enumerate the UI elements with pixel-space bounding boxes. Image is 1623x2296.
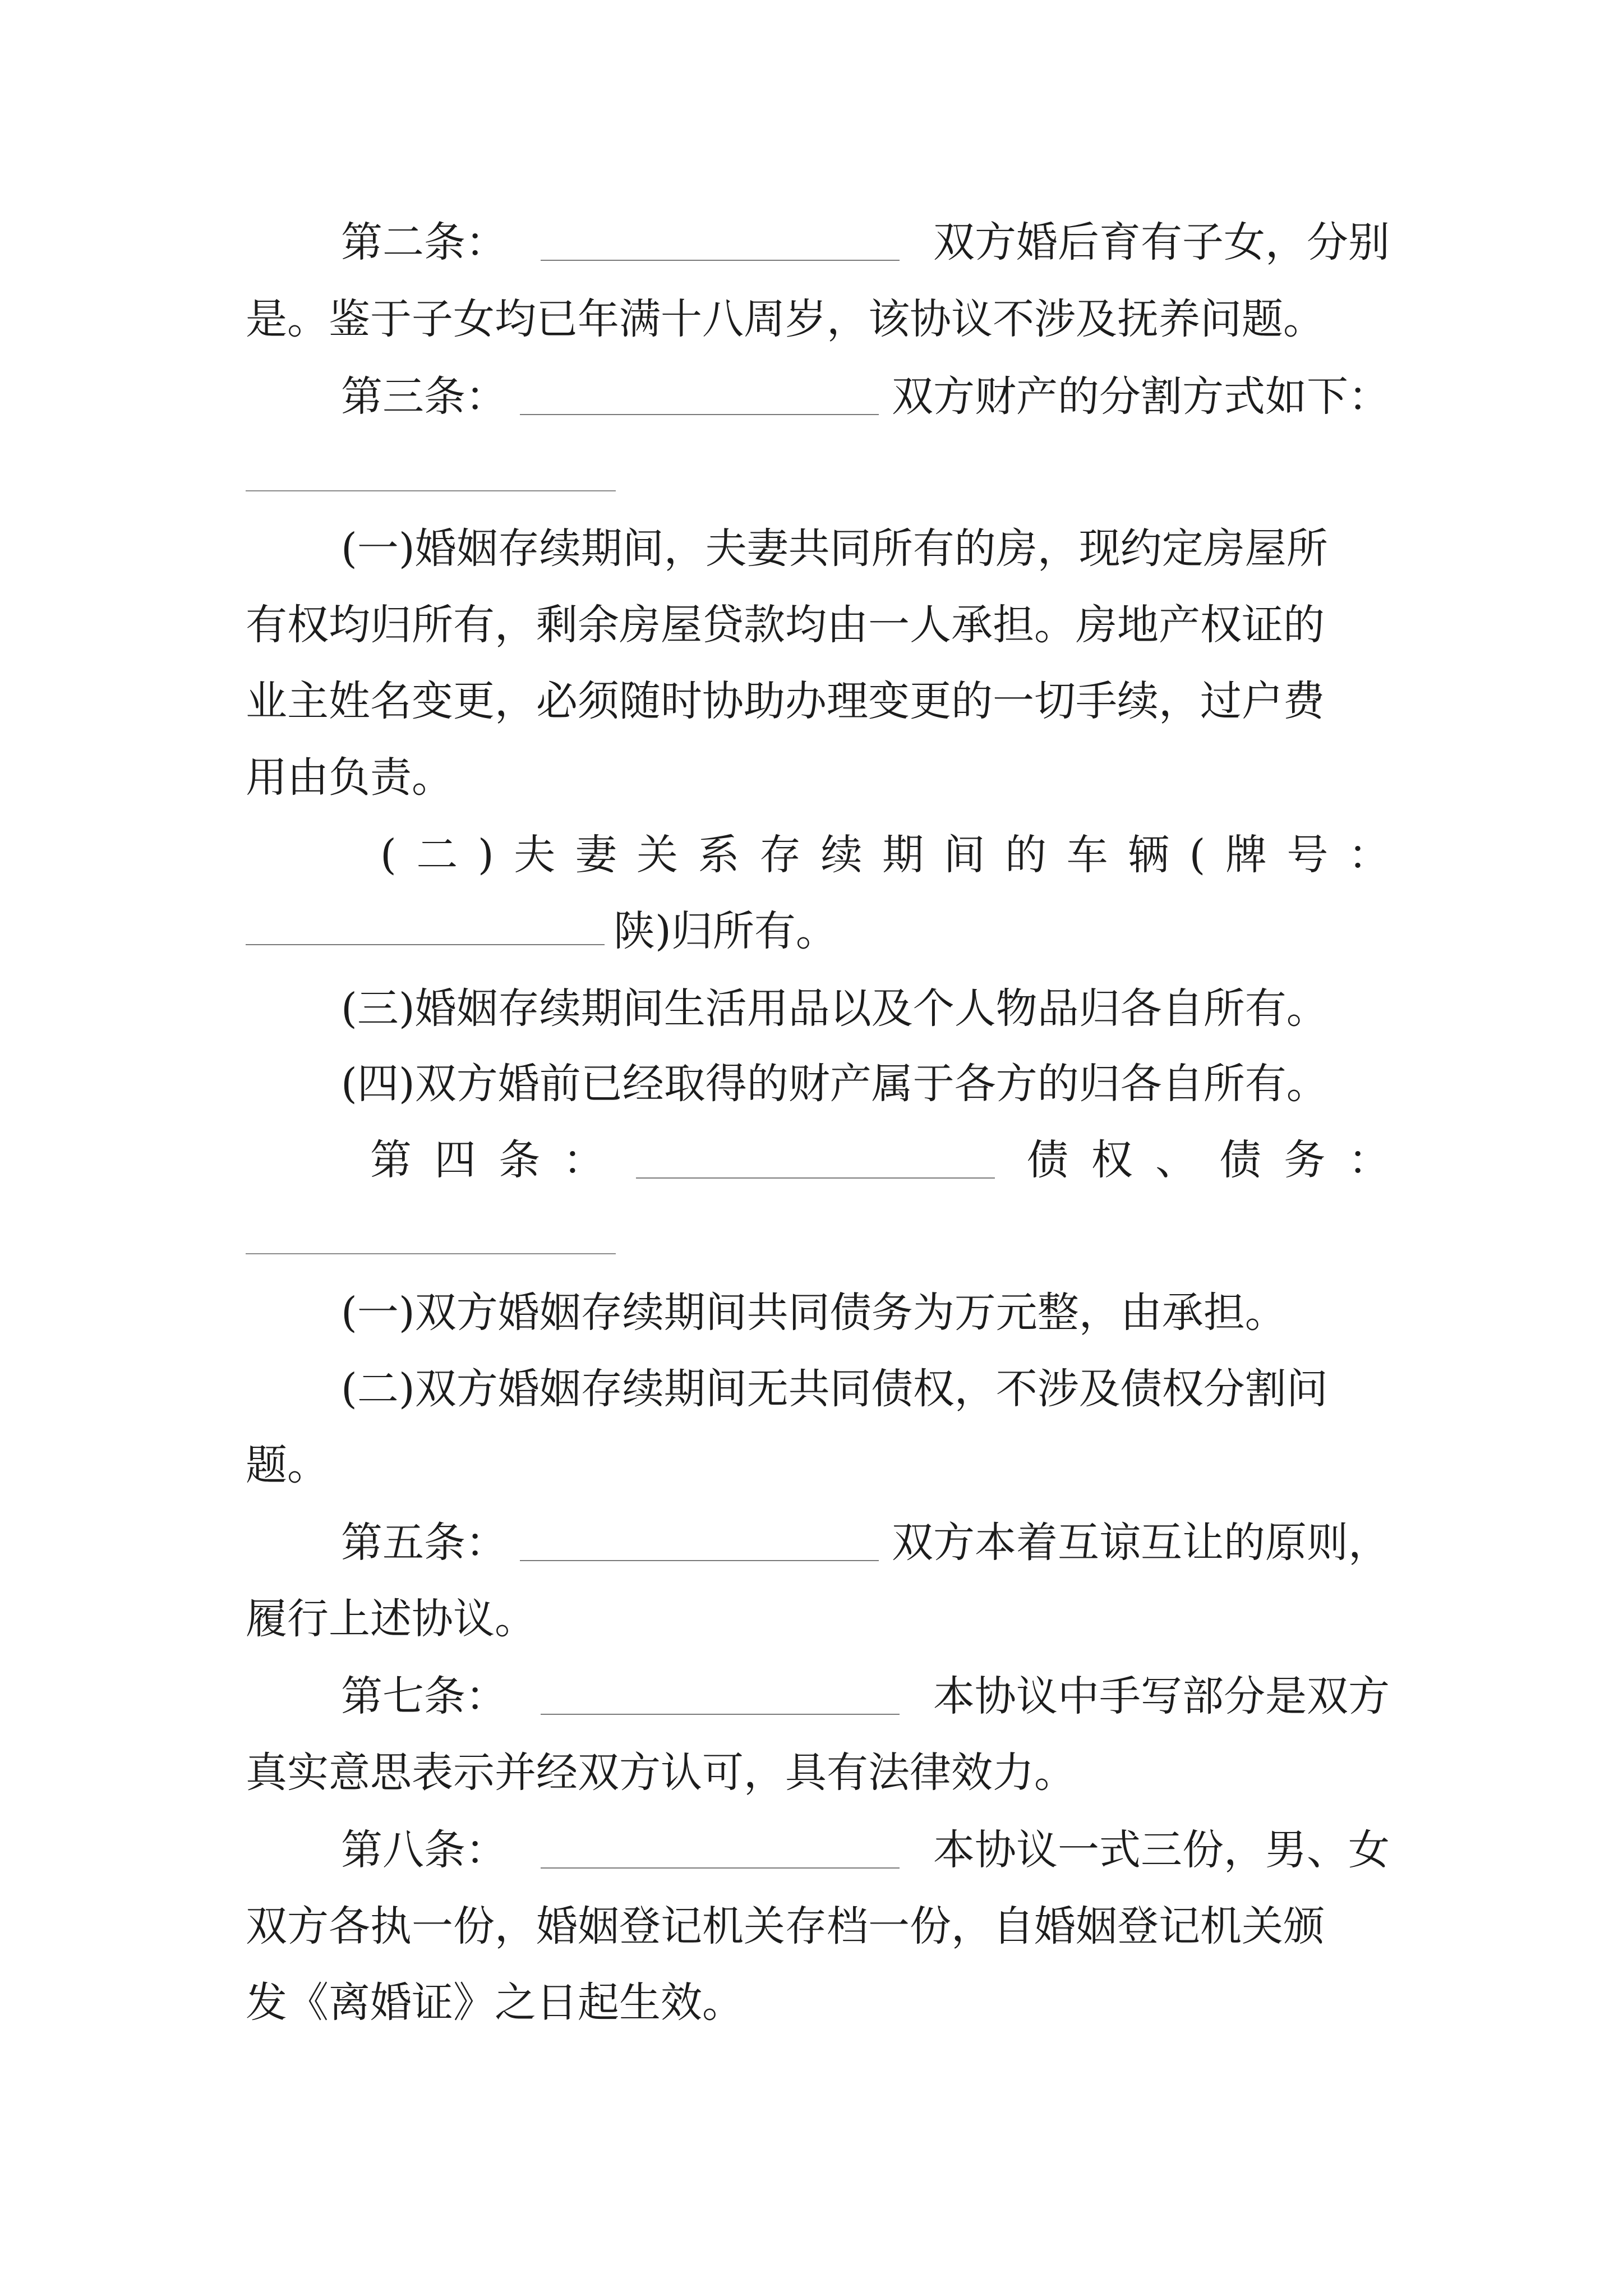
clause-3-4: (四)双方婚前已经取得的财产属于各方的归各自所有。	[341, 1060, 1328, 1108]
article-7-line-1	[341, 1668, 1390, 1724]
article-4-char: ：	[1348, 1136, 1390, 1184]
clause-3-2-char: (	[380, 831, 396, 879]
clause-3-2-char: 期	[882, 831, 924, 879]
article-3-fill-line[interactable]	[246, 490, 616, 491]
article-4-blank[interactable]	[636, 1142, 995, 1179]
article-8-blank[interactable]	[541, 1832, 900, 1869]
article-4-fill-line[interactable]	[246, 1253, 616, 1254]
article-5-text: 双方本着互谅互让的原则，	[892, 1519, 1390, 1567]
clause-3-2-char: (	[1189, 831, 1206, 879]
article-8-label: 第八条：	[341, 1826, 507, 1874]
clause-3-2-char: 车	[1066, 831, 1108, 879]
clause-3-1-line-1: (一)婚姻存续期间，夫妻共同所有的房，现约定房屋所	[341, 524, 1328, 573]
article-4-char: 、	[1155, 1136, 1197, 1184]
article-8-line-3: 发《离婚证》之日起生效。	[246, 1978, 744, 2027]
clause-3-2-char: 二	[416, 831, 458, 879]
article-8-text: 本协议一式三份，男、女	[933, 1826, 1390, 1874]
article-5-label: 第五条：	[341, 1519, 507, 1567]
clause-3-2-char: 妻	[575, 831, 617, 879]
clause-3-2-char: 间	[943, 831, 985, 879]
article-5-line-2: 履行上述协议。	[246, 1595, 536, 1643]
article-4-char: 条	[499, 1136, 541, 1184]
article-2-blank[interactable]	[541, 224, 900, 261]
article-5-line-1	[341, 1515, 1390, 1571]
article-7-blank[interactable]	[541, 1678, 900, 1715]
article-7-label: 第七条：	[341, 1672, 507, 1720]
article-4-char: 第	[370, 1136, 412, 1184]
clause-3-2-line-1	[380, 827, 1390, 883]
clause-3-2-char: 系	[698, 831, 740, 879]
article-2-label: 第二条：	[341, 218, 507, 266]
article-4-char: 权	[1091, 1136, 1133, 1184]
article-3-blank[interactable]	[520, 378, 879, 415]
clause-3-2-char: 的	[1005, 831, 1047, 879]
clause-3-2-char: 夫	[514, 831, 556, 879]
clause-3-3: (三)婚姻存续期间生活用品以及个人物品归各自所有。	[341, 984, 1328, 1033]
clause-3-2-char: 关	[637, 831, 679, 879]
article-2-line-2: 是。鉴于子女均已年满十八周岁，该协议不涉及抚养问题。	[246, 295, 1325, 343]
article-3-line-1	[341, 369, 1390, 425]
clause-3-1-line-3: 业主姓名变更，必须随时协助办理变更的一切手续，过户费	[246, 677, 1325, 725]
clause-3-2-char: 牌	[1225, 831, 1267, 879]
vehicle-plate-blank[interactable]	[246, 908, 605, 945]
article-8-line-2: 双方各执一份，婚姻登记机关存档一份，自婚姻登记机关颁	[246, 1902, 1325, 1950]
clause-4-2-line-1: (二)双方婚姻存续期间无共同债权，不涉及债权分割问	[341, 1365, 1328, 1413]
clause-4-2-line-2: 题。	[246, 1441, 329, 1489]
clause-3-1-line-4: 用由负责。	[246, 753, 453, 802]
clause-3-2-char: )	[477, 831, 494, 879]
article-7-line-2: 真实意思表示并经双方认可，具有法律效力。	[246, 1749, 1076, 1797]
article-4-char: 债	[1219, 1136, 1261, 1184]
article-4-char: 债	[1026, 1136, 1068, 1184]
clause-3-2-char: 辆	[1128, 831, 1170, 879]
article-3-label: 第三条：	[341, 372, 507, 421]
article-8-line-1	[341, 1822, 1390, 1878]
article-3-text: 双方财产的分割方式如下：	[892, 372, 1390, 421]
clause-3-2-char: 号	[1287, 831, 1329, 879]
clause-3-2-tail: 陕)归所有。	[614, 907, 837, 955]
article-4-char: 四	[434, 1136, 476, 1184]
article-5-blank[interactable]	[520, 1524, 879, 1561]
clause-4-1: (一)双方婚姻存续期间共同债务为万元整，由承担。	[341, 1289, 1287, 1337]
clause-3-1-line-2: 有权均归所有，剩余房屋贷款均由一人承担。房地产权证的	[246, 601, 1325, 649]
article-4-char: 务	[1284, 1136, 1326, 1184]
clause-3-2-char: ：	[1348, 831, 1390, 879]
article-2-line-1	[341, 214, 1390, 270]
article-7-text: 本协议中手写部分是双方	[933, 1672, 1390, 1720]
clause-3-2-line-2	[246, 903, 1390, 959]
article-4-line-1	[370, 1132, 1390, 1188]
clause-3-2-char: 存	[759, 831, 801, 879]
clause-3-2-char: 续	[820, 831, 863, 879]
article-2-text: 双方婚后育有子女，分别	[933, 218, 1390, 266]
article-4-char: ：	[562, 1136, 605, 1184]
